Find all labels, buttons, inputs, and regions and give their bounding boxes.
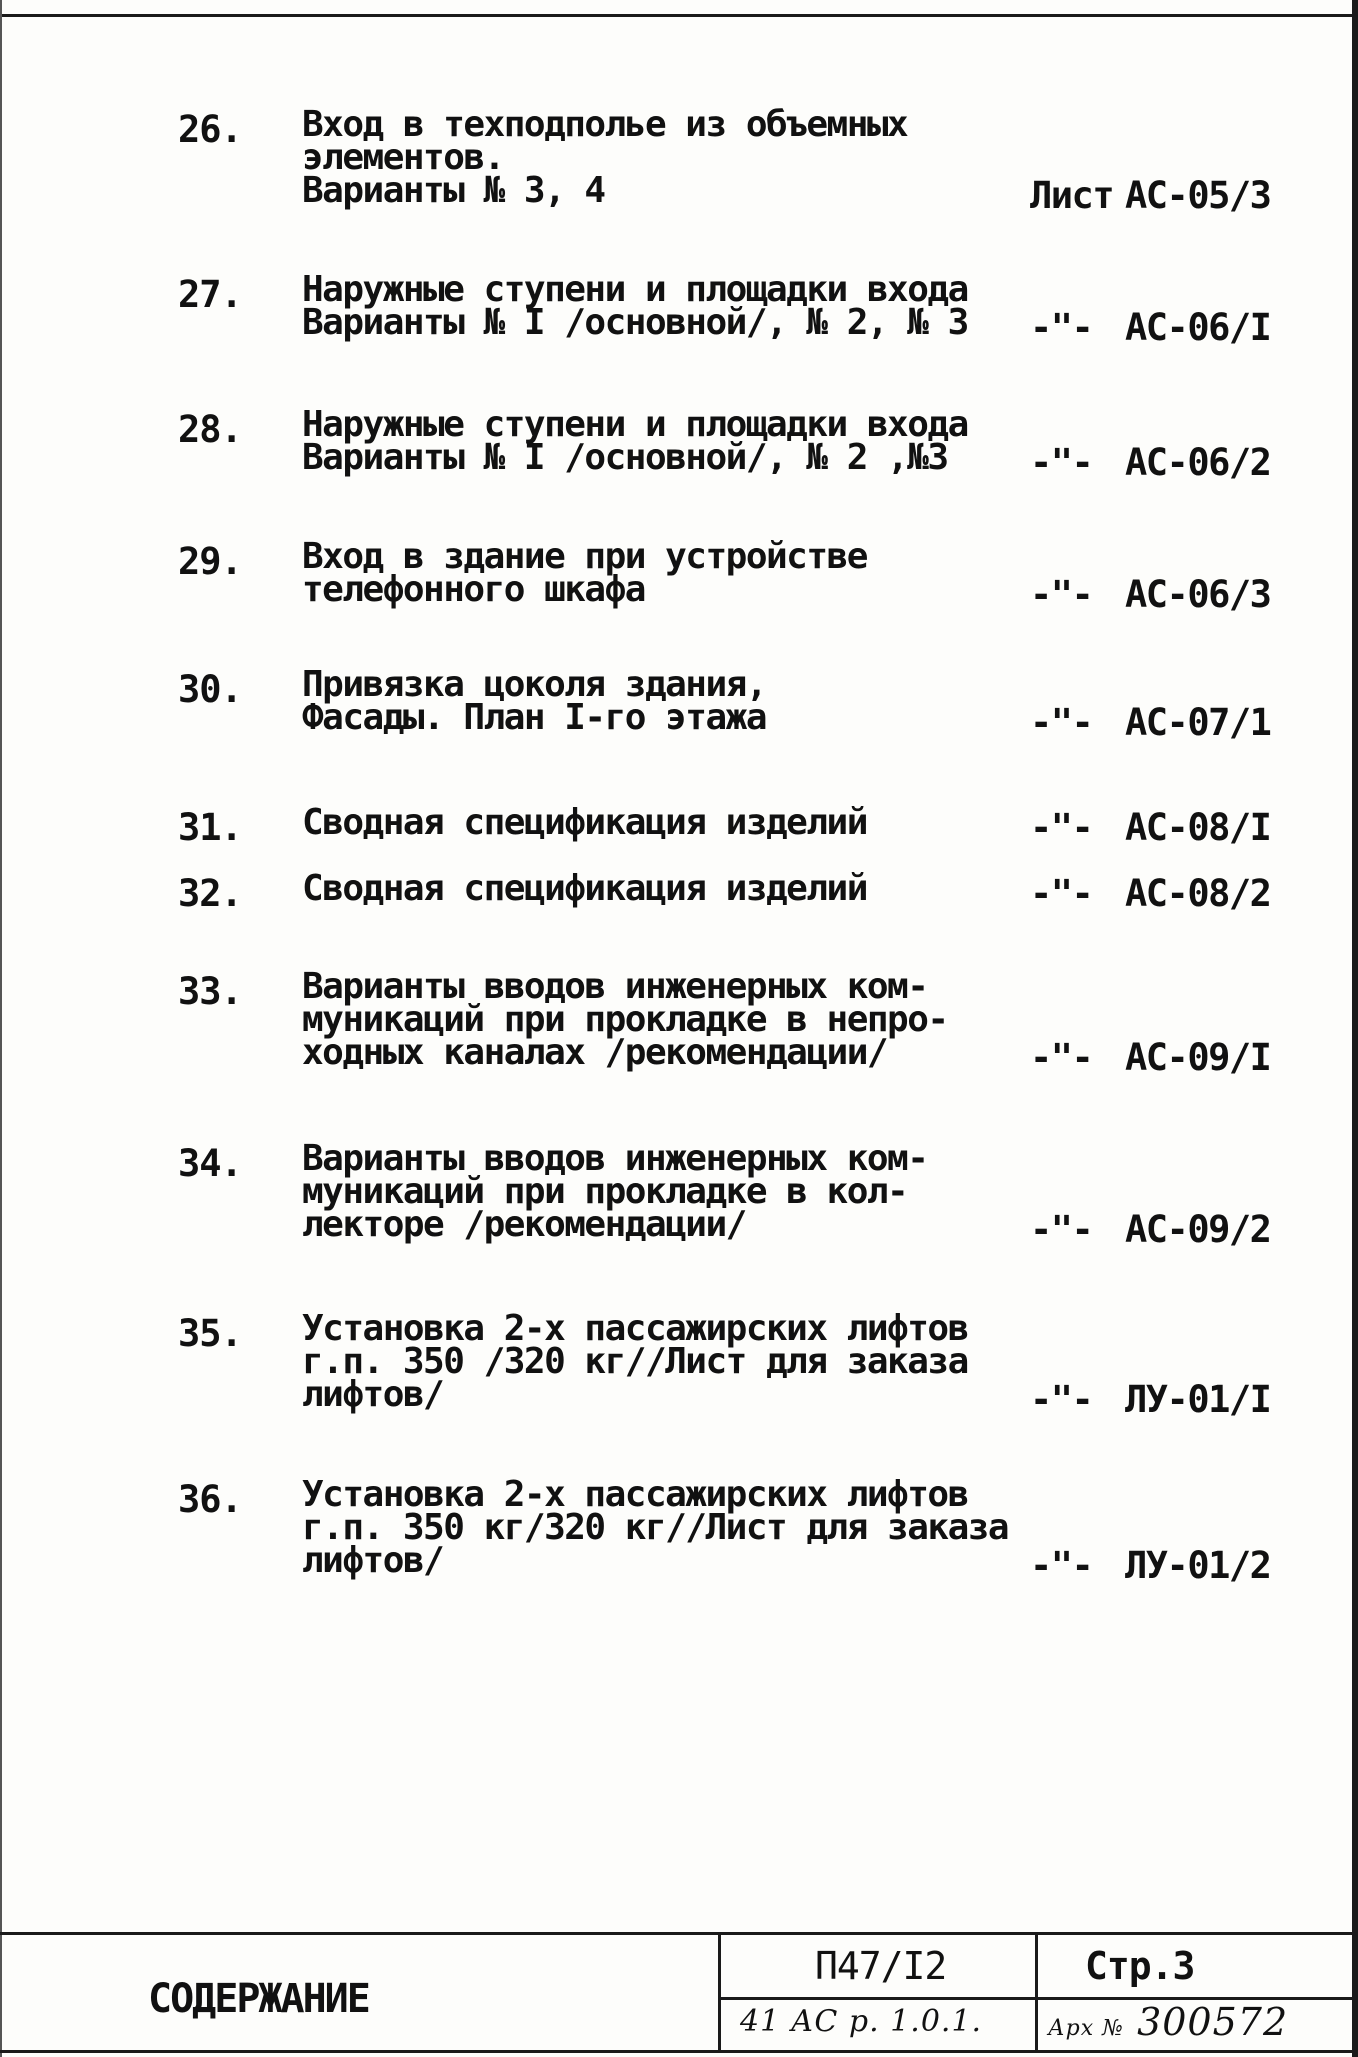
entry-sheet-reference — [1030, 806, 1270, 849]
entry-description-line: Варианты № I /основной/, № 2 ,№3 — [302, 437, 948, 478]
entry-description — [302, 802, 1022, 843]
entry-description — [302, 536, 1022, 610]
document-code: П47/I2 — [815, 1944, 947, 1988]
handwritten-reference: 41 АС р. 1.0.1. — [740, 2004, 983, 2039]
sheet-code: АС-05/3 — [1125, 174, 1271, 217]
sheet-mark: -"- — [1030, 1208, 1093, 1251]
sheet-code: ЛУ-01/2 — [1125, 1544, 1271, 1587]
entry-sheet-reference — [1030, 1036, 1270, 1079]
entry-sheet-reference — [1030, 1544, 1270, 1587]
entry-description-line: Варианты вводов инженерных ком- — [302, 966, 928, 1007]
entry-number: 30. — [178, 668, 242, 711]
entry-description-line: Сводная спецификация изделий — [302, 868, 867, 909]
entry-description-line: Сводная спецификация изделий — [302, 802, 867, 843]
entry-description — [302, 404, 1022, 478]
entry-description-line: Наружные ступени и площадки входа — [302, 404, 968, 445]
entry-description — [302, 664, 1022, 738]
sheet-mark: -"- — [1030, 872, 1093, 915]
entry-description — [302, 269, 1022, 343]
title-block-divider-1 — [718, 1932, 721, 2053]
title-block-top-line — [0, 1932, 1352, 1935]
sheet-mark: Лист — [1030, 174, 1114, 217]
entry-number: 29. — [178, 540, 242, 583]
entry-number: 32. — [178, 872, 242, 915]
entry-description — [302, 1474, 1022, 1581]
entry-description-line: Варианты № I /основной/, № 2, № 3 — [302, 302, 968, 343]
entry-number: 36. — [178, 1478, 242, 1521]
entry-description — [302, 1308, 1022, 1415]
entry-description-line: Варианты вводов инженерных ком- — [302, 1138, 928, 1179]
page-number: Стр.3 — [1085, 1944, 1195, 1988]
sheet-code: АС-07/1 — [1125, 701, 1271, 744]
frame-left-border — [0, 0, 2, 2057]
sheet-code: АС-08/I — [1125, 806, 1271, 849]
entry-description-line: Вход в техподполье из объемных — [302, 104, 908, 145]
entry-description-line: ходных каналах /рекомендации/ — [302, 1032, 888, 1073]
title-block-bottom-line — [0, 2050, 1352, 2053]
sheet-code: ЛУ-01/I — [1125, 1378, 1271, 1421]
entry-description-line: Вход в здание при устройстве — [302, 536, 867, 577]
entry-number: 35. — [178, 1312, 242, 1355]
entry-sheet-reference — [1030, 174, 1270, 217]
entry-description — [302, 104, 1022, 211]
sheet-mark: -"- — [1030, 701, 1093, 744]
entry-description-line: Варианты № 3, 4 — [302, 170, 605, 211]
entry-description — [302, 868, 1022, 909]
entry-description-line: элементов. — [302, 137, 504, 178]
sheet-mark: -"- — [1030, 306, 1093, 349]
title-block — [0, 1932, 1352, 2057]
entry-sheet-reference — [1030, 306, 1270, 349]
entry-sheet-reference — [1030, 573, 1270, 616]
entry-number: 31. — [178, 806, 242, 849]
entry-number: 26. — [178, 108, 242, 151]
sheet-code: АС-06/3 — [1125, 573, 1271, 616]
sheet-mark: -"- — [1030, 573, 1093, 616]
entry-sheet-reference — [1030, 1208, 1270, 1251]
entry-description-line: Привязка цоколя здания, — [302, 664, 766, 705]
entry-sheet-reference — [1030, 441, 1270, 484]
entry-sheet-reference — [1030, 701, 1270, 744]
archive-number: 300572 — [1137, 2000, 1289, 2044]
entry-number: 33. — [178, 970, 242, 1013]
entry-description-line: г.п. 350 /320 кг//Лист для заказа — [302, 1341, 968, 1382]
entry-sheet-reference — [1030, 1378, 1270, 1421]
entry-number: 28. — [178, 408, 242, 451]
entry-description-line: Установка 2-х пассажирских лифтов — [302, 1308, 968, 1349]
sheet-code: АС-06/I — [1125, 306, 1271, 349]
entry-description-line: Установка 2-х пассажирских лифтов — [302, 1474, 968, 1515]
entry-description-line: телефонного шкафа — [302, 569, 645, 610]
entry-description-line: лекторе /рекомендации/ — [302, 1204, 746, 1245]
sheet-code: АС-09/I — [1125, 1036, 1271, 1079]
archive-label: Арх № — [1048, 2016, 1124, 2041]
document-section-title: СОДЕРЖАНИЕ — [148, 1976, 369, 2022]
entry-description-line: муникаций при прокладке в кол- — [302, 1171, 908, 1212]
sheet-mark: -"- — [1030, 441, 1093, 484]
entry-sheet-reference — [1030, 872, 1270, 915]
entry-description — [302, 1138, 1022, 1245]
entry-number: 27. — [178, 273, 242, 316]
sheet-mark: -"- — [1030, 1378, 1093, 1421]
title-block-divider-2 — [1035, 1932, 1038, 2053]
sheet-mark: -"- — [1030, 806, 1093, 849]
entry-description-line: г.п. 350 кг/320 кг//Лист для заказа — [302, 1507, 1009, 1548]
entry-description-line: Наружные ступени и площадки входа — [302, 269, 968, 310]
frame-top-border — [0, 0, 1358, 17]
frame-right-border — [1352, 0, 1358, 2057]
entry-description-line: Фасады. План I-го этажа — [302, 697, 766, 738]
sheet-code: АС-08/2 — [1125, 872, 1271, 915]
archive-number-block — [1048, 2000, 1288, 2044]
sheet-mark: -"- — [1030, 1544, 1093, 1587]
entry-description-line: лифтов/ — [302, 1540, 444, 1581]
sheet-mark: -"- — [1030, 1036, 1093, 1079]
entry-number: 34. — [178, 1142, 242, 1185]
sheet-code: АС-09/2 — [1125, 1208, 1271, 1251]
entry-description-line: муникаций при прокладке в непро- — [302, 999, 948, 1040]
sheet-code: АС-06/2 — [1125, 441, 1271, 484]
entry-description — [302, 966, 1022, 1073]
entry-description-line: лифтов/ — [302, 1374, 444, 1415]
